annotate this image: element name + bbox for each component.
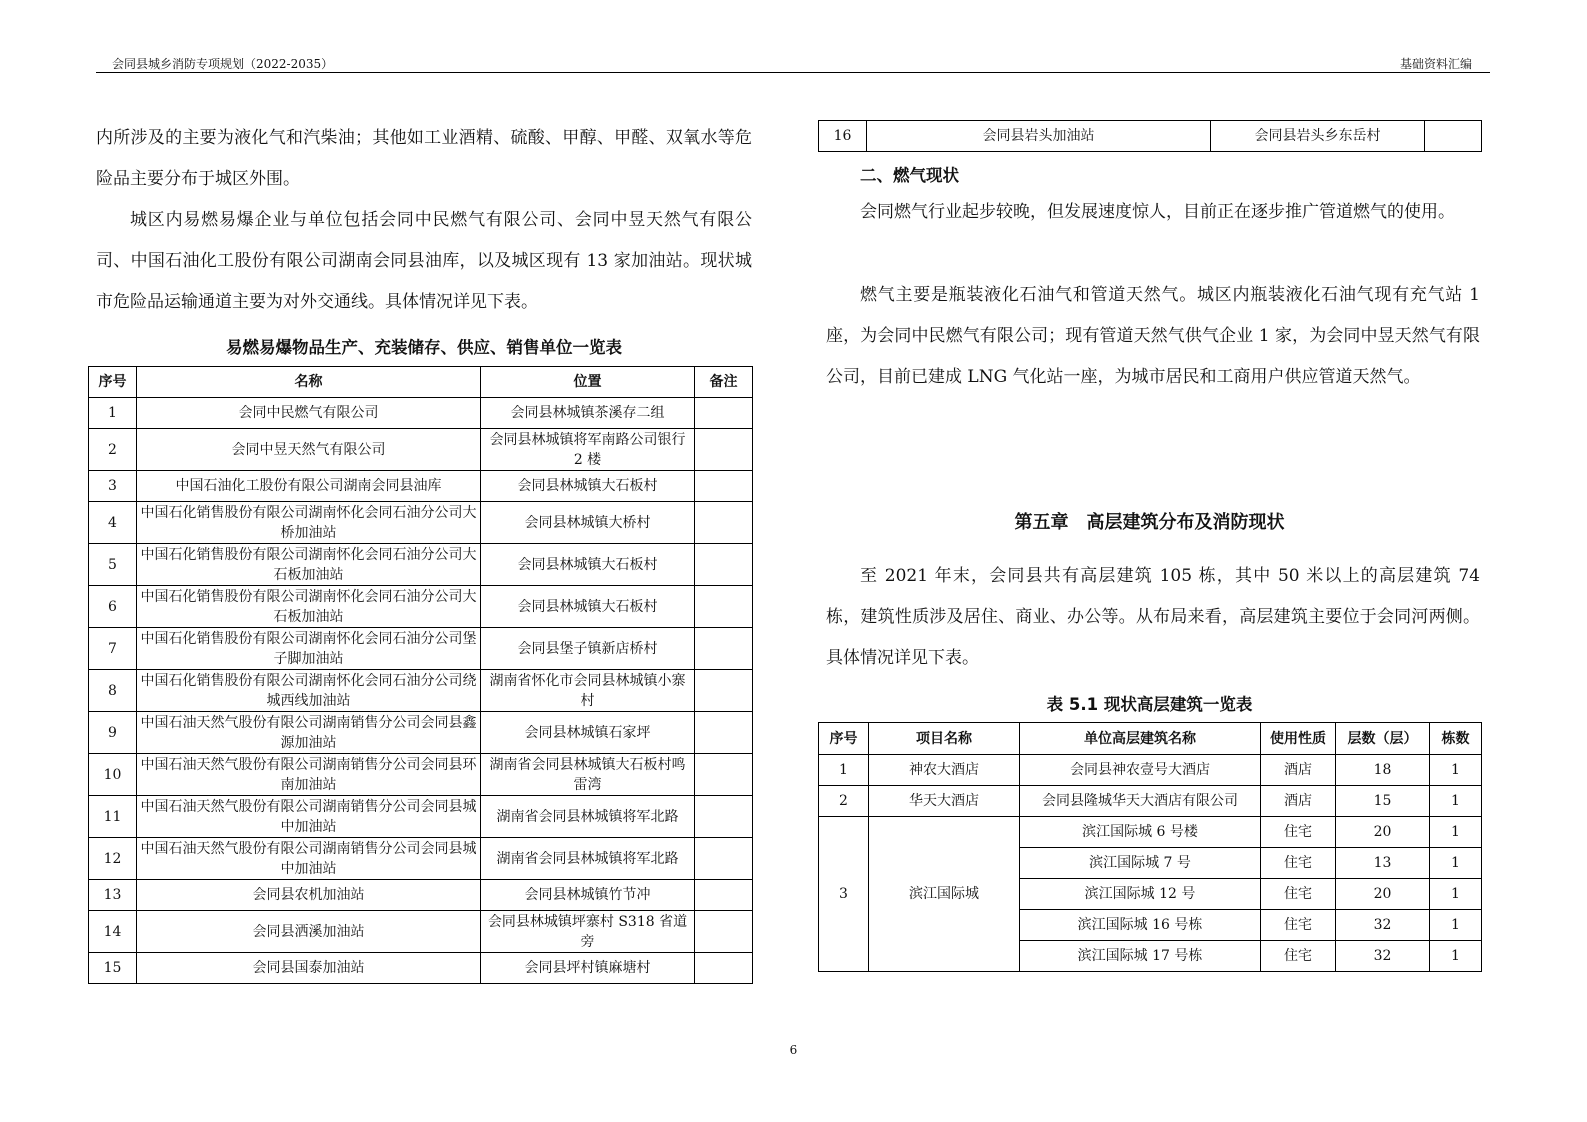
cell-use: 酒店 <box>1261 755 1336 786</box>
cell-location: 会同县林城镇大桥村 <box>481 502 695 544</box>
cell-building: 滨江国际城 12 号 <box>1020 879 1261 910</box>
paragraph-hazardous-materials: 内所涉及的主要为液化气和汽柴油；其他如工业酒精、硫酸、甲醇、甲醛、双氧水等危险品主要分布于城区外围。 <box>96 128 752 189</box>
paragraph-high-rise: 至 2021 年末，会同县共有高层建筑 105 栋，其中 50 米以上的高层建筑 74 栋，建筑性质涉及居住、商业、办公等。从布局来看，高层建筑主要位于会同河两侧。具体情况详见下表。 <box>826 566 1480 668</box>
cell-name: 会同县洒溪加油站 <box>137 911 481 953</box>
header-rule <box>96 72 1490 73</box>
table-title-hazard-units: 易燃易爆物品生产、充装储存、供应、销售单位一览表 <box>226 338 622 357</box>
cell-use: 住宅 <box>1261 910 1336 941</box>
paragraph-gas-supply: 燃气主要是瓶装液化石油气和管道天然气。城区内瓶装液化石油气现有充气站 1 座，为会同中民燃气有限公司；现有管道天然气供气企业 1 家，为会同中昱天然气有限公司，目前已建成 LNG 气化站一座，为城市居民和工商用户供应管道天然气。 <box>826 285 1480 387</box>
cell-name: 中国石油天然气股份有限公司湖南销售分公司会同县环南加油站 <box>137 754 481 796</box>
cell-note <box>695 398 753 429</box>
cell-location: 会同县林城镇大石板村 <box>481 544 695 586</box>
table-row <box>89 712 753 754</box>
table-row <box>89 670 753 712</box>
cell-name: 会同县农机加油站 <box>137 880 481 911</box>
col-header-name: 名称 <box>137 367 481 398</box>
cell-project: 滨江国际城 <box>869 817 1020 972</box>
cell-no: 16 <box>819 121 867 152</box>
cell-floors: 20 <box>1336 817 1430 848</box>
cell-no: 12 <box>89 838 137 880</box>
cell-location: 会同县坪村镇麻塘村 <box>481 953 695 984</box>
high-rise-table <box>818 722 1482 972</box>
col-header-project: 项目名称 <box>869 723 1020 755</box>
hazard-units-table <box>88 366 753 984</box>
cell-location: 会同县堡子镇新店桥村 <box>481 628 695 670</box>
cell-count: 1 <box>1430 817 1482 848</box>
cell-name: 会同县国泰加油站 <box>137 953 481 984</box>
cell-no: 3 <box>89 471 137 502</box>
cell-use: 住宅 <box>1261 817 1336 848</box>
table-row <box>89 502 753 544</box>
cell-note <box>695 586 753 628</box>
cell-no: 13 <box>89 880 137 911</box>
cell-name: 中国石油天然气股份有限公司湖南销售分公司会同县城中加油站 <box>137 796 481 838</box>
col-header-use: 使用性质 <box>1261 723 1336 755</box>
col-header-location: 位置 <box>481 367 695 398</box>
col-header-no: 序号 <box>89 367 137 398</box>
cell-no: 3 <box>819 817 869 972</box>
cell-note <box>1425 121 1482 152</box>
section-heading-gas: 二、燃气现状 <box>860 166 959 185</box>
cell-no: 9 <box>89 712 137 754</box>
cell-floors: 15 <box>1336 786 1430 817</box>
cell-floors: 32 <box>1336 941 1430 972</box>
cell-project: 华天大酒店 <box>869 786 1020 817</box>
cell-no: 10 <box>89 754 137 796</box>
table-row <box>89 544 753 586</box>
table-row <box>819 755 1482 786</box>
cell-no: 15 <box>89 953 137 984</box>
col-header-count: 栋数 <box>1430 723 1482 755</box>
cell-location: 会同县林城镇茶溪存二组 <box>481 398 695 429</box>
table-row <box>89 471 753 502</box>
cell-note <box>695 429 753 471</box>
cell-count: 1 <box>1430 755 1482 786</box>
cell-note <box>695 471 753 502</box>
table-row <box>89 586 753 628</box>
cell-floors: 18 <box>1336 755 1430 786</box>
cell-note <box>695 754 753 796</box>
cell-location: 会同县林城镇大石板村 <box>481 471 695 502</box>
table-row <box>89 953 753 984</box>
cell-floors: 32 <box>1336 910 1430 941</box>
cell-location: 湖南省会同县林城镇大石板村鸣雷湾 <box>481 754 695 796</box>
table-row <box>819 121 1482 152</box>
cell-location: 会同县林城镇坪寨村 S318 省道旁 <box>481 911 695 953</box>
table-row <box>89 911 753 953</box>
cell-no: 2 <box>819 786 869 817</box>
cell-no: 8 <box>89 670 137 712</box>
table-row <box>819 786 1482 817</box>
hazard-units-table-continued <box>818 120 1482 152</box>
cell-building: 会同县神农壹号大酒店 <box>1020 755 1261 786</box>
cell-location: 湖南省会同县林城镇将军北路 <box>481 796 695 838</box>
cell-location: 湖南省会同县林城镇将军北路 <box>481 838 695 880</box>
cell-building: 滨江国际城 17 号栋 <box>1020 941 1261 972</box>
cell-note <box>695 953 753 984</box>
cell-name: 中国石化销售股份有限公司湖南怀化会同石油分公司大桥加油站 <box>137 502 481 544</box>
cell-note <box>695 911 753 953</box>
table-row <box>89 429 753 471</box>
table-row <box>89 796 753 838</box>
cell-no: 14 <box>89 911 137 953</box>
table-row <box>89 628 753 670</box>
cell-name: 会同中昱天然气有限公司 <box>137 429 481 471</box>
cell-location: 会同县林城镇石家坪 <box>481 712 695 754</box>
cell-name: 中国石化销售股份有限公司湖南怀化会同石油分公司绕城西线加油站 <box>137 670 481 712</box>
cell-use: 住宅 <box>1261 848 1336 879</box>
cell-floors: 13 <box>1336 848 1430 879</box>
cell-location: 会同县林城镇竹节冲 <box>481 880 695 911</box>
cell-no: 7 <box>89 628 137 670</box>
cell-name: 中国石油天然气股份有限公司湖南销售分公司会同县鑫源加油站 <box>137 712 481 754</box>
cell-count: 1 <box>1430 910 1482 941</box>
cell-location: 湖南省怀化市会同县林城镇小寨村 <box>481 670 695 712</box>
cell-building: 滨江国际城 7 号 <box>1020 848 1261 879</box>
col-header-no: 序号 <box>819 723 869 755</box>
table-row <box>89 398 753 429</box>
paragraph-gas-industry: 会同燃气行业起步较晚，但发展速度惊人，目前正在逐步推广管道燃气的使用。 <box>860 202 1455 222</box>
cell-project: 神农大酒店 <box>869 755 1020 786</box>
table-row <box>89 838 753 880</box>
cell-note <box>695 796 753 838</box>
cell-building: 滨江国际城 6 号楼 <box>1020 817 1261 848</box>
cell-building: 滨江国际城 16 号栋 <box>1020 910 1261 941</box>
cell-no: 5 <box>89 544 137 586</box>
cell-use: 酒店 <box>1261 786 1336 817</box>
cell-building: 会同县隆城华天大酒店有限公司 <box>1020 786 1261 817</box>
cell-no: 11 <box>89 796 137 838</box>
cell-use: 住宅 <box>1261 941 1336 972</box>
table-row <box>89 754 753 796</box>
cell-floors: 20 <box>1336 879 1430 910</box>
cell-note <box>695 880 753 911</box>
col-header-building: 单位高层建筑名称 <box>1020 723 1261 755</box>
cell-note <box>695 628 753 670</box>
chapter-title: 第五章 高层建筑分布及消防现状 <box>1014 512 1285 533</box>
cell-location: 会同县林城镇将军南路公司银行 2 楼 <box>481 429 695 471</box>
table-title-high-rise: 表 5.1 现状高层建筑一览表 <box>1046 695 1253 714</box>
cell-use: 住宅 <box>1261 879 1336 910</box>
cell-count: 1 <box>1430 941 1482 972</box>
page-number: 6 <box>789 1043 798 1057</box>
cell-no: 1 <box>89 398 137 429</box>
cell-no: 4 <box>89 502 137 544</box>
cell-count: 1 <box>1430 879 1482 910</box>
cell-note <box>695 670 753 712</box>
cell-count: 1 <box>1430 786 1482 817</box>
cell-no: 1 <box>819 755 869 786</box>
cell-name: 会同县岩头加油站 <box>867 121 1211 152</box>
cell-location: 会同县林城镇大石板村 <box>481 586 695 628</box>
cell-name: 中国石油化工股份有限公司湖南会同县油库 <box>137 471 481 502</box>
cell-no: 2 <box>89 429 137 471</box>
table-row <box>89 880 753 911</box>
cell-location: 会同县岩头乡东岳村 <box>1211 121 1425 152</box>
cell-note <box>695 712 753 754</box>
cell-name: 中国石化销售股份有限公司湖南怀化会同石油分公司大石板加油站 <box>137 586 481 628</box>
cell-name: 中国石化销售股份有限公司湖南怀化会同石油分公司堡子脚加油站 <box>137 628 481 670</box>
cell-name: 会同中民燃气有限公司 <box>137 398 481 429</box>
header-section: 基础资料汇编 <box>1399 57 1472 71</box>
table-row <box>819 817 1482 848</box>
cell-note <box>695 502 753 544</box>
header-title: 会同县城乡消防专项规划（2022-2035） <box>112 57 334 71</box>
cell-note <box>695 544 753 586</box>
cell-count: 1 <box>1430 848 1482 879</box>
col-header-floors: 层数（层） <box>1336 723 1430 755</box>
cell-name: 中国石油天然气股份有限公司湖南销售分公司会同县城中加油站 <box>137 838 481 880</box>
cell-name: 中国石化销售股份有限公司湖南怀化会同石油分公司大石板加油站 <box>137 544 481 586</box>
paragraph-flammable-units: 城区内易燃易爆企业与单位包括会同中民燃气有限公司、会同中昱天然气有限公司、中国石油化工股份有限公司湖南会同县油库，以及城区现有 13 家加油站。现状城市危险品运输通道主要为对外交通线。具体情况详见下表。 <box>96 210 752 312</box>
cell-no: 6 <box>89 586 137 628</box>
col-header-note: 备注 <box>695 367 753 398</box>
cell-note <box>695 838 753 880</box>
